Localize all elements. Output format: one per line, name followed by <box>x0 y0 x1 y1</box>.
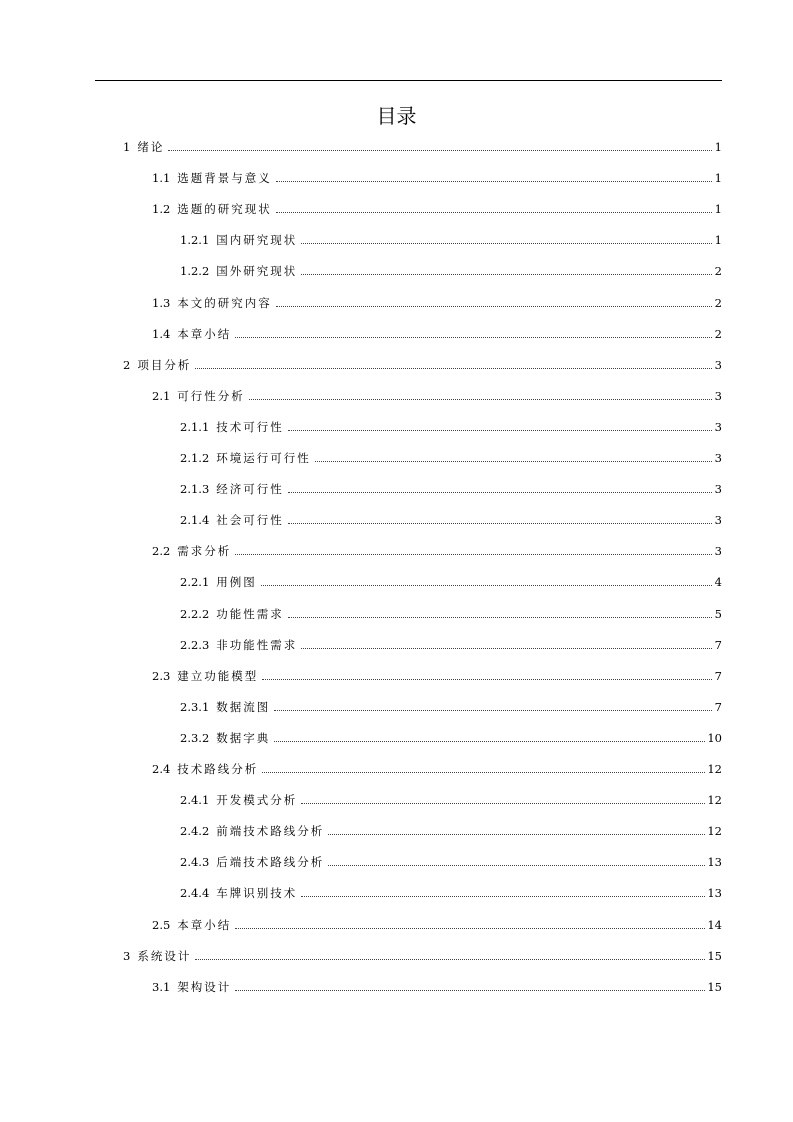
toc-entry[interactable] <box>123 946 722 966</box>
toc-entry-page: 1 <box>714 233 722 248</box>
toc-entry-number: 2.4.1 <box>180 793 210 808</box>
toc-entry[interactable] <box>180 790 722 810</box>
toc-leader-dots <box>262 678 712 680</box>
toc-entry-number: 2.3 <box>152 668 171 683</box>
header-rule <box>95 80 722 81</box>
toc-entry-page: 7 <box>714 699 722 714</box>
toc-entry-number: 2.1.3 <box>180 482 210 497</box>
toc-entry-title: 可行性分析 <box>177 388 245 403</box>
toc-entry-page: 15 <box>707 979 722 994</box>
toc-entry-page: 12 <box>707 762 722 776</box>
toc-leader-dots <box>249 398 712 400</box>
toc-entry[interactable] <box>180 852 722 872</box>
toc-entry-number: 2.3.1 <box>180 699 210 714</box>
toc-entry-title: 后端技术路线分析 <box>216 855 325 870</box>
toc-entry-page: 12 <box>707 793 722 808</box>
toc-leader-dots <box>301 647 712 649</box>
toc-entry[interactable] <box>180 635 722 655</box>
toc-leader-dots <box>301 273 712 275</box>
toc-entry-page: 7 <box>714 637 722 652</box>
toc-entry-title: 经济可行性 <box>216 482 284 497</box>
toc-entry-page: 2 <box>714 264 722 279</box>
toc-leader-dots <box>274 740 705 742</box>
toc-entry-number: 2 <box>123 357 131 372</box>
toc-leader-dots <box>235 989 705 991</box>
toc-leader-dots <box>328 833 705 835</box>
toc-entry-number: 2.5 <box>152 917 171 932</box>
toc-entry-number: 2.1.2 <box>180 451 210 465</box>
toc-entry[interactable] <box>152 324 722 344</box>
toc-entry[interactable] <box>180 572 722 592</box>
toc-leader-dots <box>288 429 712 431</box>
toc-entry-title: 系统设计 <box>137 948 192 963</box>
toc-entry-title: 开发模式分析 <box>216 793 298 808</box>
toc-entry-page: 3 <box>714 544 722 559</box>
toc-entry-number: 1.4 <box>152 326 171 341</box>
toc-entry-title: 非功能性需求 <box>216 637 298 652</box>
toc-entry-title: 技术路线分析 <box>177 762 259 776</box>
toc-entry-number: 3 <box>123 948 131 963</box>
toc-entry-page: 3 <box>714 419 722 434</box>
toc-entry[interactable] <box>152 759 722 779</box>
toc-entry-title: 数据字典 <box>216 730 271 745</box>
toc-entry-title: 选题背景与意义 <box>177 171 272 186</box>
toc-leader-dots <box>276 305 712 307</box>
toc-entry[interactable] <box>152 293 722 313</box>
toc-entry-title: 项目分析 <box>137 357 192 372</box>
toc-leader-dots <box>261 584 712 586</box>
toc-entry[interactable] <box>180 728 722 748</box>
toc-leader-dots <box>328 864 705 866</box>
toc-entry-page: 13 <box>707 855 722 870</box>
toc-leader-dots <box>301 802 705 804</box>
toc-entry-title: 车牌识别技术 <box>216 886 298 901</box>
toc-entry-number: 1.2 <box>152 202 171 217</box>
toc-entry[interactable] <box>123 137 722 157</box>
toc-entry[interactable] <box>180 697 722 717</box>
toc-entry-title: 前端技术路线分析 <box>216 824 325 839</box>
toc-entry[interactable] <box>152 168 722 188</box>
toc-entry-page: 1 <box>714 140 722 154</box>
toc-entry[interactable] <box>152 977 722 997</box>
toc-leader-dots <box>301 242 712 244</box>
toc-entry-number: 3.1 <box>152 979 171 994</box>
toc-entry[interactable] <box>152 199 722 219</box>
toc-entry[interactable] <box>123 355 722 375</box>
toc-leader-dots <box>262 771 705 773</box>
toc-entry[interactable] <box>180 821 722 841</box>
toc-entry-page: 3 <box>714 513 722 528</box>
toc-leader-dots <box>274 709 712 711</box>
toc-entry[interactable] <box>180 883 722 903</box>
toc-leader-dots <box>288 616 712 618</box>
toc-entry-number: 2.2.3 <box>180 637 210 652</box>
toc-entry-number: 2.3.2 <box>180 730 210 745</box>
toc-leader-dots <box>235 336 712 338</box>
toc-entry[interactable] <box>180 604 722 624</box>
toc-leader-dots <box>288 491 712 493</box>
toc-entry[interactable] <box>152 915 722 935</box>
toc-entry-number: 2.1.1 <box>180 419 210 434</box>
toc-entry[interactable] <box>152 386 722 406</box>
toc-leader-dots <box>288 522 712 524</box>
toc-entry-page: 3 <box>714 482 722 497</box>
toc-leader-dots <box>195 367 712 369</box>
toc-leader-dots <box>276 180 712 182</box>
toc-entry-page: 5 <box>714 606 722 621</box>
toc-entry[interactable] <box>152 541 722 561</box>
toc-leader-dots <box>276 211 712 213</box>
toc-entry-title: 需求分析 <box>177 544 232 559</box>
toc-entry-page: 7 <box>714 668 722 683</box>
toc-entry-title: 功能性需求 <box>216 606 284 621</box>
toc-entry-number: 1.2.2 <box>180 264 210 279</box>
toc-entry-page: 3 <box>714 357 722 372</box>
toc-entry-title: 选题的研究现状 <box>177 202 272 217</box>
toc-leader-dots <box>235 927 705 929</box>
toc-entry-title: 环境运行可行性 <box>216 451 311 465</box>
toc-entry[interactable] <box>180 261 722 281</box>
toc-entry-title: 用例图 <box>216 575 257 590</box>
toc-entry-title: 社会可行性 <box>216 513 284 528</box>
page-title: 目录 <box>376 104 417 128</box>
toc-entry-title: 建立功能模型 <box>177 668 259 683</box>
toc-leader-dots <box>195 958 705 960</box>
toc-leader-dots <box>168 149 712 151</box>
toc-entry-number: 2.2.2 <box>180 606 210 621</box>
toc-entry-page: 3 <box>714 451 722 465</box>
toc-entry-number: 2.4.2 <box>180 824 210 839</box>
toc-entry-page: 3 <box>714 388 722 403</box>
toc-entry-page: 12 <box>707 824 722 839</box>
toc-entry-page: 4 <box>714 575 722 590</box>
toc-entry-title: 本章小结 <box>177 326 232 341</box>
toc-entry-title: 国内研究现状 <box>216 233 298 248</box>
toc-entry-number: 2.1.4 <box>180 513 210 528</box>
toc-entry[interactable] <box>180 417 722 437</box>
toc-entry-title: 架构设计 <box>177 979 232 994</box>
toc-entry-title: 本章小结 <box>177 917 232 932</box>
toc-entry-page: 2 <box>714 295 722 310</box>
toc-entry[interactable] <box>180 510 722 530</box>
toc-entry-page: 1 <box>714 171 722 186</box>
toc-entry-title: 本文的研究内容 <box>177 295 272 310</box>
toc-entry-number: 2.4.4 <box>180 886 210 901</box>
toc-entry-number: 1 <box>123 140 131 154</box>
toc-entry-page: 13 <box>707 886 722 901</box>
toc-entry-number: 2.4.3 <box>180 855 210 870</box>
toc-entry-title: 数据流图 <box>216 699 271 714</box>
toc-entry[interactable] <box>180 230 722 250</box>
toc-entry-number: 2.1 <box>152 388 171 403</box>
toc-entry[interactable] <box>180 448 722 468</box>
toc-entry-page: 2 <box>714 326 722 341</box>
toc-leader-dots <box>301 895 705 897</box>
toc-entry[interactable] <box>152 666 722 686</box>
toc-entry-page: 15 <box>707 948 722 963</box>
toc-entry-page: 14 <box>707 917 722 932</box>
toc-entry[interactable] <box>180 479 722 499</box>
toc-entry-number: 2.2.1 <box>180 575 210 590</box>
toc-entry-page: 10 <box>707 730 722 745</box>
toc-entry-number: 1.2.1 <box>180 233 210 248</box>
toc-entry-number: 1.3 <box>152 295 171 310</box>
toc-entry-number: 2.2 <box>152 544 171 559</box>
toc-entry-title: 技术可行性 <box>216 419 284 434</box>
toc-leader-dots <box>235 553 712 555</box>
toc-entry-number: 2.4 <box>152 762 171 776</box>
toc-entry-title: 国外研究现状 <box>216 264 298 279</box>
toc-entry-page: 1 <box>714 202 722 217</box>
toc-leader-dots <box>315 460 712 462</box>
toc-entry-title: 绪论 <box>137 140 165 154</box>
toc-entry-number: 1.1 <box>152 171 171 186</box>
